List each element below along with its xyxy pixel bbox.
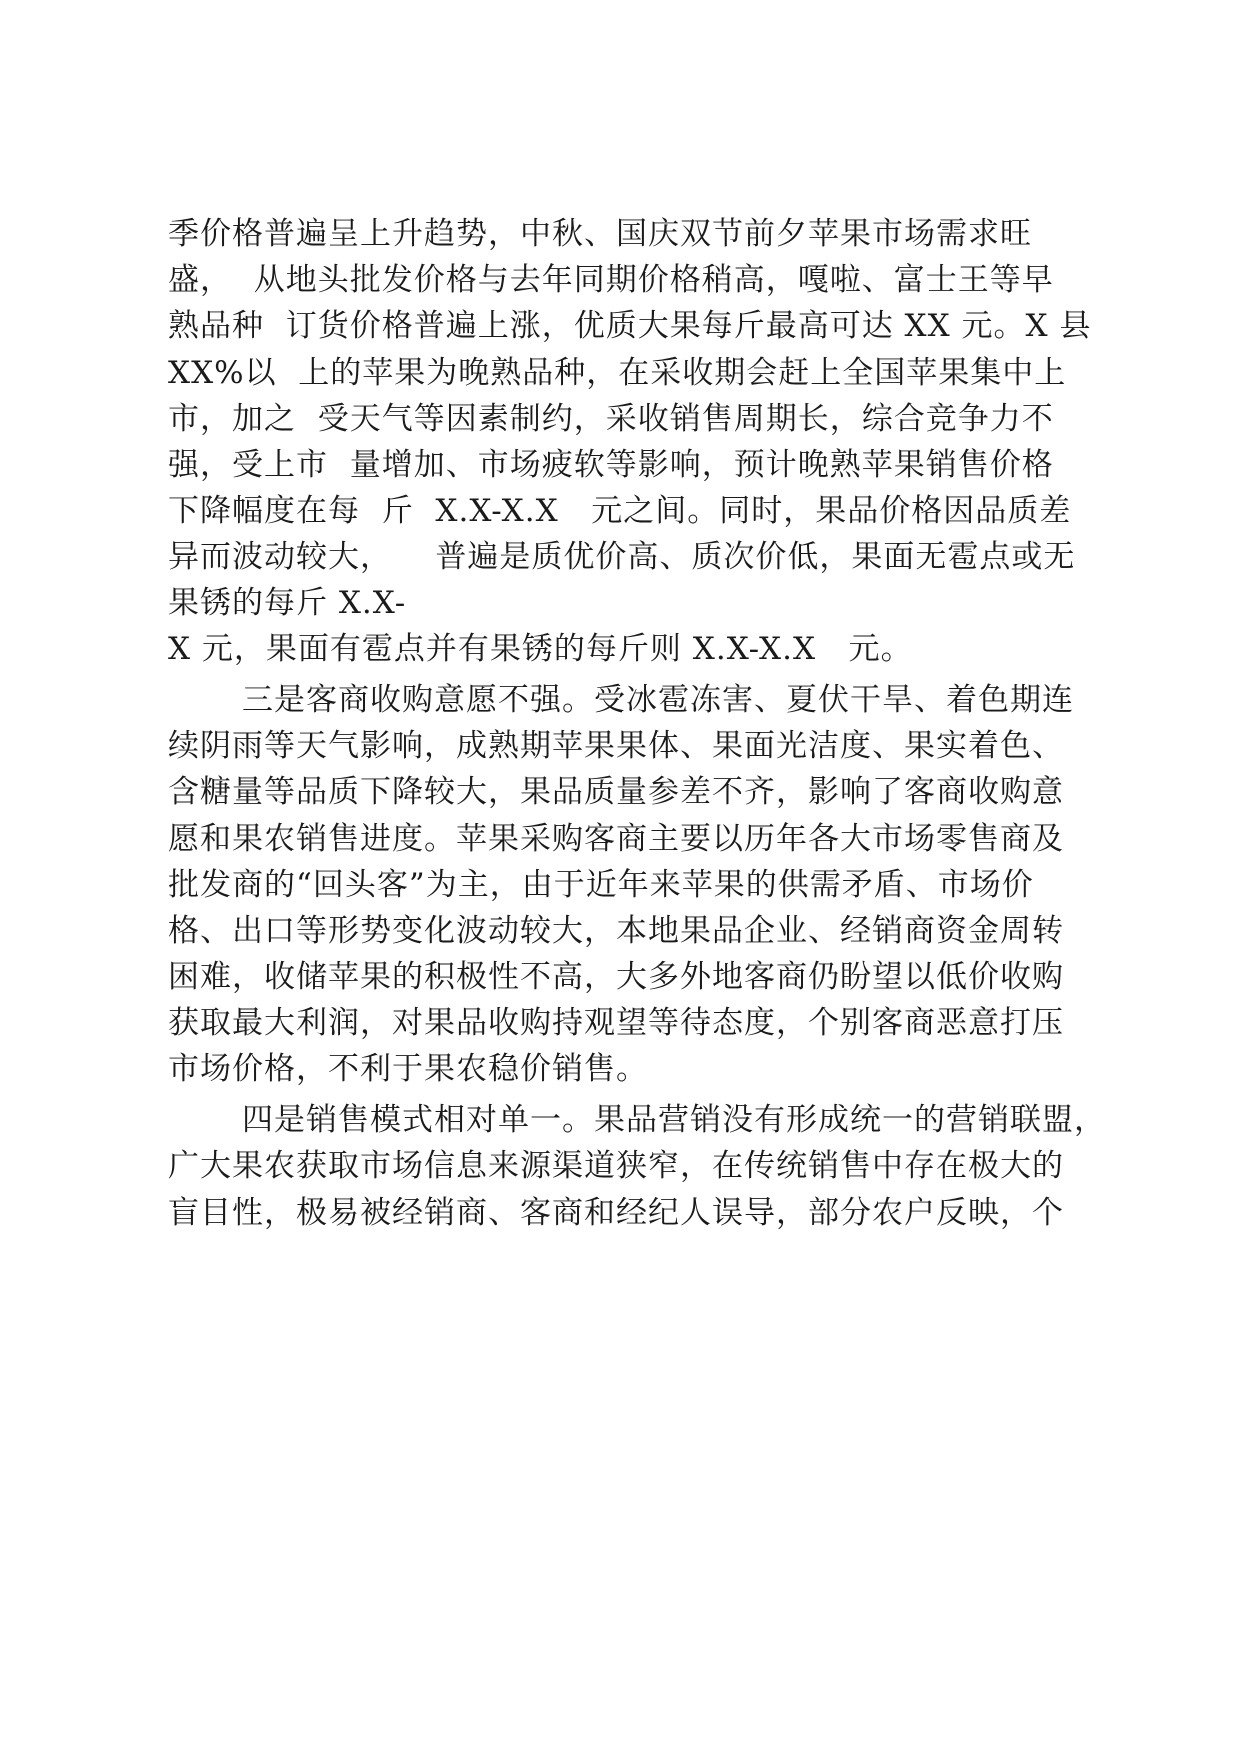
text-line: 盛， 从地头批发价格与去年同期价格稍高，嘎啦、富士王等早 xyxy=(168,262,1054,298)
text-line: 获取最大利润，对果品收购持观望等待态度，个别客商恶意打压 xyxy=(168,1005,1064,1041)
text-line: 含糖量等品质下降较大，果品质量参差不齐，影响了客商收购意 xyxy=(168,774,1064,810)
text-line: XX%以 上的苹果为晚熟品种，在采收期会赶上全国苹果集中上 xyxy=(168,355,1067,391)
text-line: 下降幅度在每 斤 X.X-X.X 元之间。同时，果品价格因品质差 xyxy=(168,493,1072,529)
text-line: 盲目性，极易被经销商、客商和经纪人误导，部分农户反映，个 xyxy=(168,1195,1064,1231)
paragraph-first-line: 三是客商收购意愿不强。受冰雹冻害、夏伏干旱、着色期连 xyxy=(242,682,1074,718)
paragraph-first-line: 四是销售模式相对单一。果品营销没有形成统一的营销联盟， xyxy=(242,1102,1106,1138)
text-line: 批发商的“回头客”为主，由于近年来苹果的供需矛盾、市场价 xyxy=(168,867,1034,903)
text-line: 续阴雨等天气影响，成熟期苹果果体、果面光洁度、果实着色、 xyxy=(168,728,1064,764)
text-line: 格、出口等形势变化波动较大，本地果品企业、经销商资金周转 xyxy=(168,913,1064,949)
text-line: X 元，果面有雹点并有果锈的每斤则 X.X-X.X 元。 xyxy=(168,631,913,667)
text-line: 市场价格，不利于果农稳价销售。 xyxy=(168,1051,648,1087)
text-line: 愿和果农销售进度。苹果采购客商主要以历年各大市场零售商及 xyxy=(168,821,1064,857)
text-line: 季价格普遍呈上升趋势，中秋、国庆双节前夕苹果市场需求旺 xyxy=(168,216,1032,252)
text-line: 熟品种 订货价格普遍上涨，优质大果每斤最高可达 XX 元。X 县 xyxy=(168,308,1092,344)
text-line: 市，加之 受天气等因素制约，采收销售周期长，综合竞争力不 xyxy=(168,401,1054,437)
text-line: 果锈的每斤 X.X- xyxy=(168,585,407,621)
text-line: 困难，收储苹果的积极性不高，大多外地客商仍盼望以低价收购 xyxy=(168,959,1064,995)
text-line: 强，受上市 量增加、市场疲软等影响，预计晚熟苹果销售价格 xyxy=(168,447,1054,483)
text-line: 异而波动较大， 普遍是质优价高、质次价低，果面无雹点或无 xyxy=(168,539,1076,575)
text-line: 广大果农获取市场信息来源渠道狭窄，在传统销售中存在极大的 xyxy=(168,1148,1064,1184)
